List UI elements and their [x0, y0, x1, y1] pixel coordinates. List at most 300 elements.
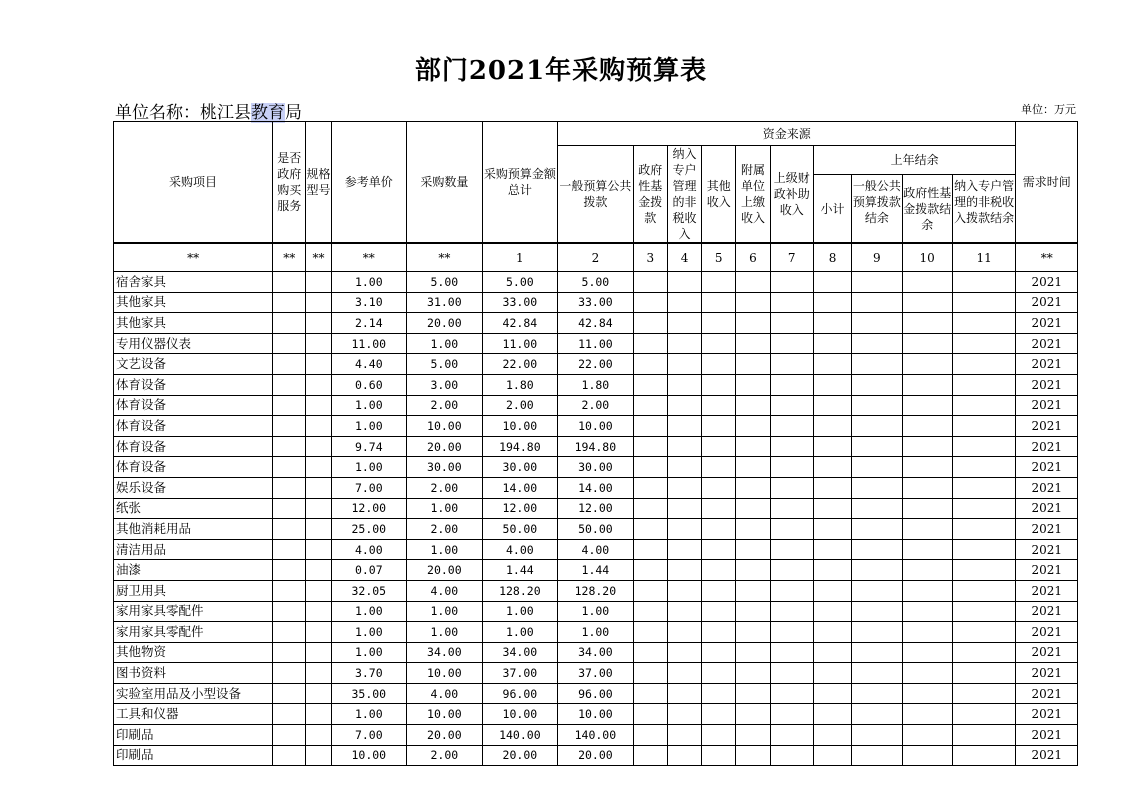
- other-income-cell[interactable]: [702, 560, 736, 581]
- unit-price-cell[interactable]: 1.00: [331, 704, 407, 725]
- general-balance-cell[interactable]: [852, 539, 902, 560]
- spec-cell[interactable]: [306, 560, 331, 581]
- special-nontax-cell[interactable]: [667, 436, 701, 457]
- unit-price-cell[interactable]: 32.05: [331, 580, 407, 601]
- affiliate-income-cell[interactable]: [736, 498, 770, 519]
- total-cell[interactable]: 14.00: [482, 477, 558, 498]
- other-income-cell[interactable]: [702, 498, 736, 519]
- total-cell[interactable]: 96.00: [482, 683, 558, 704]
- general-budget-cell[interactable]: 20.00: [558, 745, 634, 766]
- gov-service-cell[interactable]: [273, 457, 306, 478]
- column-number-cell[interactable]: **: [407, 243, 483, 272]
- general-budget-cell[interactable]: 4.00: [558, 539, 634, 560]
- quantity-cell[interactable]: 20.00: [407, 436, 483, 457]
- general-balance-cell[interactable]: [852, 498, 902, 519]
- gov-service-cell[interactable]: [273, 416, 306, 437]
- other-income-cell[interactable]: [702, 416, 736, 437]
- general-budget-cell[interactable]: 140.00: [558, 725, 634, 746]
- gov-fund-cell[interactable]: [633, 519, 667, 540]
- spec-cell[interactable]: [306, 354, 331, 375]
- spec-cell[interactable]: [306, 642, 331, 663]
- gov-fund-balance-cell[interactable]: [902, 642, 952, 663]
- gov-fund-balance-cell[interactable]: [902, 663, 952, 684]
- unit-price-cell[interactable]: 1.00: [331, 622, 407, 643]
- superior-subsidy-cell[interactable]: [770, 416, 813, 437]
- demand-time-cell[interactable]: 2021: [1016, 498, 1078, 519]
- general-budget-cell[interactable]: 30.00: [558, 457, 634, 478]
- quantity-cell[interactable]: 4.00: [407, 580, 483, 601]
- affiliate-income-cell[interactable]: [736, 313, 770, 334]
- column-number-cell[interactable]: 2: [558, 243, 634, 272]
- column-number-cell[interactable]: 4: [667, 243, 701, 272]
- quantity-cell[interactable]: 30.00: [407, 457, 483, 478]
- general-budget-cell[interactable]: 128.20: [558, 580, 634, 601]
- spec-cell[interactable]: [306, 498, 331, 519]
- gov-fund-balance-cell[interactable]: [902, 272, 952, 293]
- demand-time-cell[interactable]: 2021: [1016, 663, 1078, 684]
- superior-subsidy-cell[interactable]: [770, 745, 813, 766]
- item-cell[interactable]: 宿舍家具: [114, 272, 273, 293]
- gov-fund-balance-cell[interactable]: [902, 560, 952, 581]
- quantity-cell[interactable]: 20.00: [407, 725, 483, 746]
- unit-price-cell[interactable]: 3.10: [331, 292, 407, 313]
- special-nontax-cell[interactable]: [667, 333, 701, 354]
- demand-time-cell[interactable]: 2021: [1016, 313, 1078, 334]
- subtotal-cell[interactable]: [813, 395, 851, 416]
- superior-subsidy-cell[interactable]: [770, 601, 813, 622]
- general-balance-cell[interactable]: [852, 292, 902, 313]
- affiliate-income-cell[interactable]: [736, 354, 770, 375]
- demand-time-cell[interactable]: 2021: [1016, 725, 1078, 746]
- affiliate-income-cell[interactable]: [736, 477, 770, 498]
- other-income-cell[interactable]: [702, 354, 736, 375]
- subtotal-cell[interactable]: [813, 292, 851, 313]
- other-income-cell[interactable]: [702, 313, 736, 334]
- spec-cell[interactable]: [306, 292, 331, 313]
- superior-subsidy-cell[interactable]: [770, 457, 813, 478]
- item-cell[interactable]: 实验室用品及小型设备: [114, 683, 273, 704]
- demand-time-cell[interactable]: 2021: [1016, 580, 1078, 601]
- superior-subsidy-cell[interactable]: [770, 663, 813, 684]
- general-budget-cell[interactable]: 33.00: [558, 292, 634, 313]
- unit-price-cell[interactable]: 25.00: [331, 519, 407, 540]
- affiliate-income-cell[interactable]: [736, 539, 770, 560]
- quantity-cell[interactable]: 20.00: [407, 313, 483, 334]
- general-budget-cell[interactable]: 50.00: [558, 519, 634, 540]
- superior-subsidy-cell[interactable]: [770, 272, 813, 293]
- special-balance-cell[interactable]: [952, 436, 1016, 457]
- spec-cell[interactable]: [306, 416, 331, 437]
- superior-subsidy-cell[interactable]: [770, 333, 813, 354]
- total-cell[interactable]: 128.20: [482, 580, 558, 601]
- total-cell[interactable]: 194.80: [482, 436, 558, 457]
- superior-subsidy-cell[interactable]: [770, 395, 813, 416]
- gov-fund-cell[interactable]: [633, 354, 667, 375]
- demand-time-cell[interactable]: 2021: [1016, 683, 1078, 704]
- spec-cell[interactable]: [306, 333, 331, 354]
- total-cell[interactable]: 20.00: [482, 745, 558, 766]
- spec-cell[interactable]: [306, 663, 331, 684]
- general-balance-cell[interactable]: [852, 580, 902, 601]
- total-cell[interactable]: 33.00: [482, 292, 558, 313]
- demand-time-cell[interactable]: 2021: [1016, 622, 1078, 643]
- item-cell[interactable]: 其他家具: [114, 313, 273, 334]
- gov-fund-balance-cell[interactable]: [902, 436, 952, 457]
- spec-cell[interactable]: [306, 704, 331, 725]
- gov-service-cell[interactable]: [273, 601, 306, 622]
- special-nontax-cell[interactable]: [667, 683, 701, 704]
- affiliate-income-cell[interactable]: [736, 416, 770, 437]
- column-number-cell[interactable]: 9: [852, 243, 902, 272]
- column-number-cell[interactable]: **: [306, 243, 331, 272]
- special-balance-cell[interactable]: [952, 663, 1016, 684]
- gov-service-cell[interactable]: [273, 313, 306, 334]
- spec-cell[interactable]: [306, 519, 331, 540]
- gov-fund-balance-cell[interactable]: [902, 539, 952, 560]
- special-balance-cell[interactable]: [952, 580, 1016, 601]
- unit-price-cell[interactable]: 1.00: [331, 416, 407, 437]
- quantity-cell[interactable]: 10.00: [407, 663, 483, 684]
- spec-cell[interactable]: [306, 313, 331, 334]
- affiliate-income-cell[interactable]: [736, 725, 770, 746]
- subtotal-cell[interactable]: [813, 416, 851, 437]
- quantity-cell[interactable]: 10.00: [407, 704, 483, 725]
- gov-service-cell[interactable]: [273, 374, 306, 395]
- special-balance-cell[interactable]: [952, 642, 1016, 663]
- special-balance-cell[interactable]: [952, 457, 1016, 478]
- spec-cell[interactable]: [306, 539, 331, 560]
- special-nontax-cell[interactable]: [667, 272, 701, 293]
- general-budget-cell[interactable]: 2.00: [558, 395, 634, 416]
- gov-service-cell[interactable]: [273, 498, 306, 519]
- demand-time-cell[interactable]: 2021: [1016, 354, 1078, 375]
- general-balance-cell[interactable]: [852, 416, 902, 437]
- gov-service-cell[interactable]: [273, 395, 306, 416]
- column-number-cell[interactable]: 11: [952, 243, 1016, 272]
- item-cell[interactable]: 工具和仪器: [114, 704, 273, 725]
- gov-fund-balance-cell[interactable]: [902, 313, 952, 334]
- spec-cell[interactable]: [306, 374, 331, 395]
- special-nontax-cell[interactable]: [667, 498, 701, 519]
- superior-subsidy-cell[interactable]: [770, 519, 813, 540]
- quantity-cell[interactable]: 20.00: [407, 560, 483, 581]
- affiliate-income-cell[interactable]: [736, 457, 770, 478]
- special-balance-cell[interactable]: [952, 292, 1016, 313]
- subtotal-cell[interactable]: [813, 272, 851, 293]
- quantity-cell[interactable]: 31.00: [407, 292, 483, 313]
- affiliate-income-cell[interactable]: [736, 745, 770, 766]
- other-income-cell[interactable]: [702, 704, 736, 725]
- general-budget-cell[interactable]: 1.80: [558, 374, 634, 395]
- special-nontax-cell[interactable]: [667, 374, 701, 395]
- gov-service-cell[interactable]: [273, 745, 306, 766]
- column-number-cell[interactable]: 8: [813, 243, 851, 272]
- gov-fund-balance-cell[interactable]: [902, 477, 952, 498]
- other-income-cell[interactable]: [702, 457, 736, 478]
- general-balance-cell[interactable]: [852, 601, 902, 622]
- spec-cell[interactable]: [306, 395, 331, 416]
- superior-subsidy-cell[interactable]: [770, 313, 813, 334]
- quantity-cell[interactable]: 34.00: [407, 642, 483, 663]
- item-cell[interactable]: 文艺设备: [114, 354, 273, 375]
- other-income-cell[interactable]: [702, 725, 736, 746]
- gov-service-cell[interactable]: [273, 683, 306, 704]
- subtotal-cell[interactable]: [813, 436, 851, 457]
- general-balance-cell[interactable]: [852, 313, 902, 334]
- gov-fund-cell[interactable]: [633, 272, 667, 293]
- item-cell[interactable]: 图书资料: [114, 663, 273, 684]
- subtotal-cell[interactable]: [813, 725, 851, 746]
- gov-service-cell[interactable]: [273, 436, 306, 457]
- special-balance-cell[interactable]: [952, 477, 1016, 498]
- other-income-cell[interactable]: [702, 539, 736, 560]
- column-number-cell[interactable]: 3: [633, 243, 667, 272]
- general-budget-cell[interactable]: 22.00: [558, 354, 634, 375]
- total-cell[interactable]: 37.00: [482, 663, 558, 684]
- gov-fund-balance-cell[interactable]: [902, 601, 952, 622]
- general-budget-cell[interactable]: 37.00: [558, 663, 634, 684]
- spec-cell[interactable]: [306, 601, 331, 622]
- total-cell[interactable]: 12.00: [482, 498, 558, 519]
- superior-subsidy-cell[interactable]: [770, 539, 813, 560]
- spec-cell[interactable]: [306, 457, 331, 478]
- special-balance-cell[interactable]: [952, 683, 1016, 704]
- gov-service-cell[interactable]: [273, 663, 306, 684]
- superior-subsidy-cell[interactable]: [770, 642, 813, 663]
- other-income-cell[interactable]: [702, 663, 736, 684]
- gov-service-cell[interactable]: [273, 642, 306, 663]
- subtotal-cell[interactable]: [813, 333, 851, 354]
- gov-fund-balance-cell[interactable]: [902, 374, 952, 395]
- gov-fund-cell[interactable]: [633, 642, 667, 663]
- quantity-cell[interactable]: 2.00: [407, 519, 483, 540]
- column-number-cell[interactable]: 10: [902, 243, 952, 272]
- unit-name-selected-text[interactable]: 教育: [251, 103, 285, 123]
- subtotal-cell[interactable]: [813, 374, 851, 395]
- quantity-cell[interactable]: 2.00: [407, 395, 483, 416]
- gov-fund-balance-cell[interactable]: [902, 457, 952, 478]
- gov-fund-cell[interactable]: [633, 292, 667, 313]
- subtotal-cell[interactable]: [813, 519, 851, 540]
- gov-fund-cell[interactable]: [633, 663, 667, 684]
- unit-price-cell[interactable]: 3.70: [331, 663, 407, 684]
- total-cell[interactable]: 2.00: [482, 395, 558, 416]
- unit-price-cell[interactable]: 35.00: [331, 683, 407, 704]
- gov-service-cell[interactable]: [273, 725, 306, 746]
- superior-subsidy-cell[interactable]: [770, 477, 813, 498]
- superior-subsidy-cell[interactable]: [770, 725, 813, 746]
- quantity-cell[interactable]: 2.00: [407, 745, 483, 766]
- total-cell[interactable]: 22.00: [482, 354, 558, 375]
- item-cell[interactable]: 印刷品: [114, 725, 273, 746]
- subtotal-cell[interactable]: [813, 642, 851, 663]
- superior-subsidy-cell[interactable]: [770, 704, 813, 725]
- special-balance-cell[interactable]: [952, 395, 1016, 416]
- general-balance-cell[interactable]: [852, 354, 902, 375]
- general-balance-cell[interactable]: [852, 725, 902, 746]
- general-budget-cell[interactable]: 11.00: [558, 333, 634, 354]
- item-cell[interactable]: 厨卫用具: [114, 580, 273, 601]
- superior-subsidy-cell[interactable]: [770, 374, 813, 395]
- gov-service-cell[interactable]: [273, 292, 306, 313]
- item-cell[interactable]: 体育设备: [114, 436, 273, 457]
- gov-fund-balance-cell[interactable]: [902, 683, 952, 704]
- gov-fund-balance-cell[interactable]: [902, 745, 952, 766]
- demand-time-cell[interactable]: 2021: [1016, 457, 1078, 478]
- total-cell[interactable]: 4.00: [482, 539, 558, 560]
- total-cell[interactable]: 11.00: [482, 333, 558, 354]
- demand-time-cell[interactable]: 2021: [1016, 745, 1078, 766]
- other-income-cell[interactable]: [702, 292, 736, 313]
- gov-fund-balance-cell[interactable]: [902, 622, 952, 643]
- special-nontax-cell[interactable]: [667, 416, 701, 437]
- special-nontax-cell[interactable]: [667, 395, 701, 416]
- item-cell[interactable]: 专用仪器仪表: [114, 333, 273, 354]
- special-balance-cell[interactable]: [952, 416, 1016, 437]
- unit-price-cell[interactable]: 1.00: [331, 395, 407, 416]
- unit-price-cell[interactable]: 12.00: [331, 498, 407, 519]
- gov-fund-cell[interactable]: [633, 416, 667, 437]
- spec-cell[interactable]: [306, 745, 331, 766]
- gov-fund-cell[interactable]: [633, 457, 667, 478]
- spec-cell[interactable]: [306, 725, 331, 746]
- quantity-cell[interactable]: 4.00: [407, 683, 483, 704]
- gov-fund-cell[interactable]: [633, 683, 667, 704]
- total-cell[interactable]: 50.00: [482, 519, 558, 540]
- unit-price-cell[interactable]: 1.00: [331, 601, 407, 622]
- special-balance-cell[interactable]: [952, 622, 1016, 643]
- other-income-cell[interactable]: [702, 333, 736, 354]
- unit-price-cell[interactable]: 11.00: [331, 333, 407, 354]
- general-balance-cell[interactable]: [852, 272, 902, 293]
- spec-cell[interactable]: [306, 580, 331, 601]
- general-balance-cell[interactable]: [852, 745, 902, 766]
- unit-price-cell[interactable]: 1.00: [331, 457, 407, 478]
- gov-service-cell[interactable]: [273, 333, 306, 354]
- other-income-cell[interactable]: [702, 436, 736, 457]
- gov-fund-balance-cell[interactable]: [902, 498, 952, 519]
- affiliate-income-cell[interactable]: [736, 580, 770, 601]
- general-budget-cell[interactable]: 10.00: [558, 704, 634, 725]
- total-cell[interactable]: 34.00: [482, 642, 558, 663]
- gov-service-cell[interactable]: [273, 354, 306, 375]
- unit-price-cell[interactable]: 4.40: [331, 354, 407, 375]
- gov-fund-balance-cell[interactable]: [902, 416, 952, 437]
- gov-fund-balance-cell[interactable]: [902, 333, 952, 354]
- demand-time-cell[interactable]: 2021: [1016, 519, 1078, 540]
- subtotal-cell[interactable]: [813, 704, 851, 725]
- special-balance-cell[interactable]: [952, 725, 1016, 746]
- gov-fund-balance-cell[interactable]: [902, 292, 952, 313]
- total-cell[interactable]: 42.84: [482, 313, 558, 334]
- spec-cell[interactable]: [306, 683, 331, 704]
- superior-subsidy-cell[interactable]: [770, 436, 813, 457]
- gov-fund-balance-cell[interactable]: [902, 580, 952, 601]
- item-cell[interactable]: 油漆: [114, 560, 273, 581]
- gov-fund-cell[interactable]: [633, 498, 667, 519]
- special-nontax-cell[interactable]: [667, 477, 701, 498]
- quantity-cell[interactable]: 5.00: [407, 354, 483, 375]
- subtotal-cell[interactable]: [813, 354, 851, 375]
- special-nontax-cell[interactable]: [667, 457, 701, 478]
- item-cell[interactable]: 体育设备: [114, 395, 273, 416]
- total-cell[interactable]: 140.00: [482, 725, 558, 746]
- total-cell[interactable]: 1.80: [482, 374, 558, 395]
- spec-cell[interactable]: [306, 272, 331, 293]
- gov-service-cell[interactable]: [273, 580, 306, 601]
- special-nontax-cell[interactable]: [667, 354, 701, 375]
- superior-subsidy-cell[interactable]: [770, 354, 813, 375]
- quantity-cell[interactable]: 1.00: [407, 622, 483, 643]
- spec-cell[interactable]: [306, 436, 331, 457]
- column-number-cell[interactable]: **: [331, 243, 407, 272]
- superior-subsidy-cell[interactable]: [770, 622, 813, 643]
- demand-time-cell[interactable]: 2021: [1016, 292, 1078, 313]
- column-number-cell[interactable]: 5: [702, 243, 736, 272]
- subtotal-cell[interactable]: [813, 745, 851, 766]
- general-balance-cell[interactable]: [852, 374, 902, 395]
- superior-subsidy-cell[interactable]: [770, 683, 813, 704]
- other-income-cell[interactable]: [702, 745, 736, 766]
- special-balance-cell[interactable]: [952, 272, 1016, 293]
- superior-subsidy-cell[interactable]: [770, 560, 813, 581]
- gov-service-cell[interactable]: [273, 272, 306, 293]
- column-number-cell[interactable]: **: [273, 243, 306, 272]
- quantity-cell[interactable]: 3.00: [407, 374, 483, 395]
- column-number-cell[interactable]: **: [114, 243, 273, 272]
- spec-cell[interactable]: [306, 622, 331, 643]
- general-balance-cell[interactable]: [852, 560, 902, 581]
- gov-fund-cell[interactable]: [633, 580, 667, 601]
- item-cell[interactable]: 家用家具零配件: [114, 601, 273, 622]
- superior-subsidy-cell[interactable]: [770, 580, 813, 601]
- gov-fund-cell[interactable]: [633, 395, 667, 416]
- gov-service-cell[interactable]: [273, 539, 306, 560]
- demand-time-cell[interactable]: 2021: [1016, 395, 1078, 416]
- special-nontax-cell[interactable]: [667, 725, 701, 746]
- gov-fund-cell[interactable]: [633, 313, 667, 334]
- special-balance-cell[interactable]: [952, 333, 1016, 354]
- general-budget-cell[interactable]: 34.00: [558, 642, 634, 663]
- item-cell[interactable]: 娱乐设备: [114, 477, 273, 498]
- unit-price-cell[interactable]: 2.14: [331, 313, 407, 334]
- special-balance-cell[interactable]: [952, 704, 1016, 725]
- general-budget-cell[interactable]: 1.00: [558, 622, 634, 643]
- item-cell[interactable]: 家用家具零配件: [114, 622, 273, 643]
- unit-price-cell[interactable]: 1.00: [331, 642, 407, 663]
- item-cell[interactable]: 纸张: [114, 498, 273, 519]
- item-cell[interactable]: 其他消耗用品: [114, 519, 273, 540]
- general-balance-cell[interactable]: [852, 477, 902, 498]
- affiliate-income-cell[interactable]: [736, 601, 770, 622]
- general-balance-cell[interactable]: [852, 519, 902, 540]
- special-nontax-cell[interactable]: [667, 292, 701, 313]
- affiliate-income-cell[interactable]: [736, 436, 770, 457]
- subtotal-cell[interactable]: [813, 580, 851, 601]
- general-balance-cell[interactable]: [852, 704, 902, 725]
- unit-price-cell[interactable]: 1.00: [331, 272, 407, 293]
- quantity-cell[interactable]: 5.00: [407, 272, 483, 293]
- gov-fund-cell[interactable]: [633, 374, 667, 395]
- demand-time-cell[interactable]: 2021: [1016, 642, 1078, 663]
- unit-price-cell[interactable]: 7.00: [331, 477, 407, 498]
- item-cell[interactable]: 印刷品: [114, 745, 273, 766]
- special-balance-cell[interactable]: [952, 374, 1016, 395]
- other-income-cell[interactable]: [702, 642, 736, 663]
- other-income-cell[interactable]: [702, 395, 736, 416]
- gov-fund-balance-cell[interactable]: [902, 354, 952, 375]
- general-budget-cell[interactable]: 14.00: [558, 477, 634, 498]
